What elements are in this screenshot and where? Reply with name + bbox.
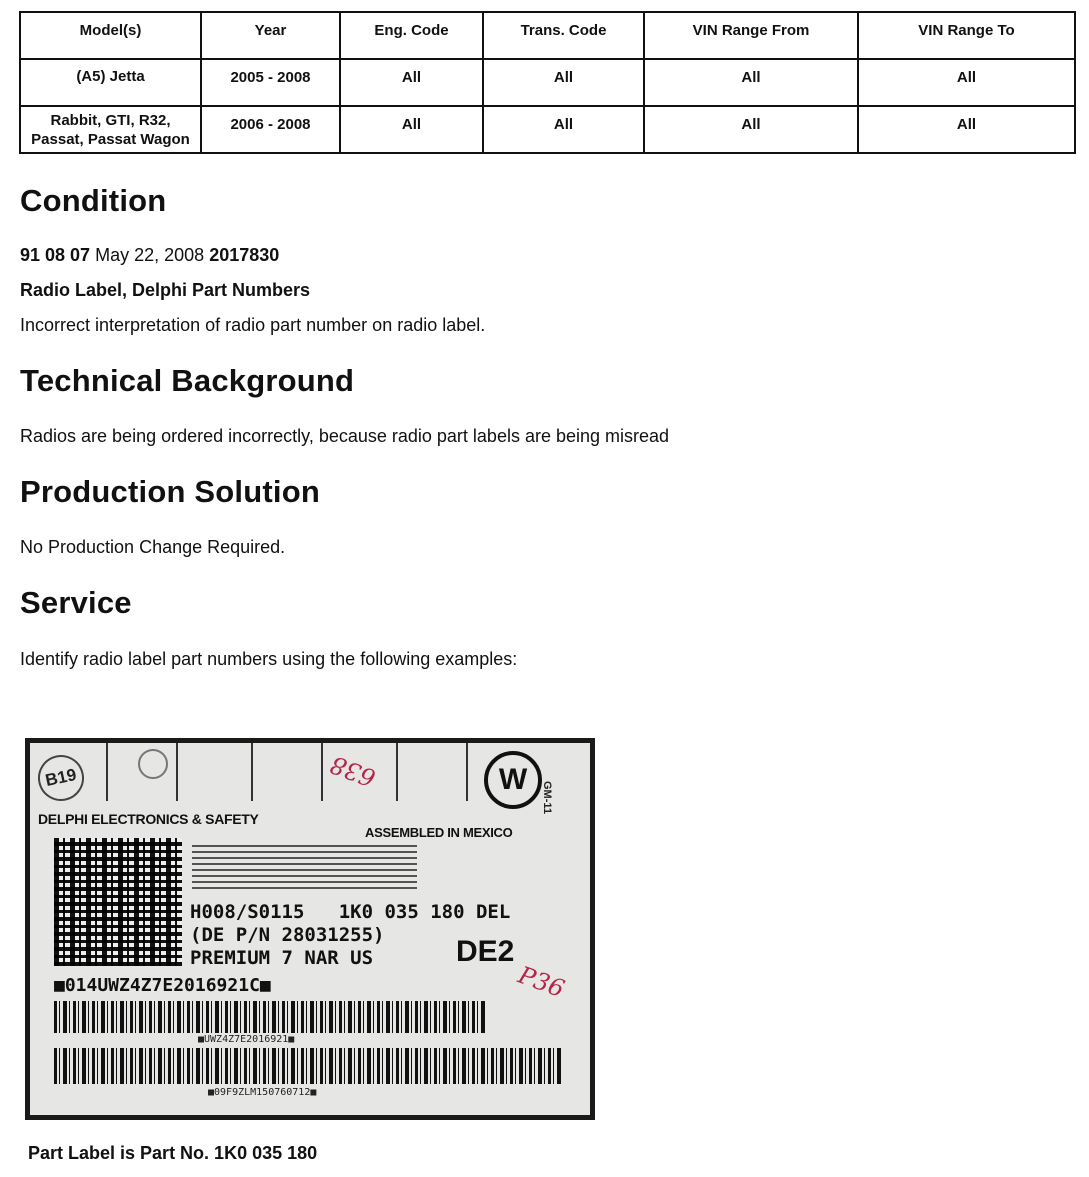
cell-vin-from: All	[644, 59, 858, 106]
cell-eng-code: All	[340, 106, 483, 153]
label-round-mark	[138, 749, 168, 779]
label-manufacturer: DELPHI ELECTRONICS & SAFETY	[38, 811, 259, 827]
cell-vin-from: All	[644, 106, 858, 153]
header-year: Year	[201, 12, 340, 59]
vw-logo: W	[484, 751, 542, 809]
table-header-row	[20, 12, 1075, 59]
label-fine-print	[192, 841, 417, 889]
condition-heading: Condition	[20, 183, 167, 218]
header-vin-from: VIN Range From	[644, 12, 858, 59]
radio-label-photo	[25, 738, 595, 1120]
cell-eng-code: All	[340, 59, 483, 106]
table-row	[20, 59, 1075, 106]
handwriting-mark: 638	[326, 750, 380, 792]
bulletin-subject: Radio Label, Delphi Part Numbers	[20, 280, 311, 300]
label-serial: ■014UWZ4Z7E2016921C■	[54, 975, 271, 996]
header-eng-code: Eng. Code	[340, 12, 483, 59]
cell-vin-to: All	[858, 59, 1075, 106]
technical-background-text: Radios are being ordered incorrectly, because radio part labels are being misread	[20, 426, 670, 446]
production-solution-text: No Production Change Required.	[20, 537, 286, 557]
production-solution-heading: Production Solution	[20, 474, 320, 509]
header-models: Model(s)	[20, 12, 201, 59]
label-part-line: H008/S0115 1K0 035 180 DEL	[190, 901, 511, 923]
cell-trans-code: All	[483, 106, 644, 153]
radio-label	[30, 743, 590, 1115]
cell-vin-to: All	[858, 106, 1075, 153]
datamatrix-code	[54, 838, 182, 966]
service-heading: Service	[20, 585, 132, 620]
condition-description: Incorrect interpretation of radio part number on radio label.	[20, 315, 486, 335]
cell-models: (A5) Jetta	[20, 59, 201, 106]
cell-year: 2006 - 2008	[201, 106, 340, 153]
label-stamp: B19	[34, 751, 89, 806]
bulletin-number: 91 08 07	[20, 245, 91, 265]
barcode-2-text: ■09F9ZLM150760712■	[208, 1087, 317, 1098]
bulletin-date: May 22, 2008	[95, 245, 205, 265]
cell-models: Rabbit, GTI, R32, Passat, Passat Wagon	[20, 106, 201, 153]
barcode-1-text: ■UWZ4Z7E2016921■	[198, 1034, 295, 1045]
header-trans-code: Trans. Code	[483, 12, 644, 59]
label-side-code: GM-11	[541, 781, 553, 815]
handwriting-mark: P36	[514, 960, 569, 1004]
label-de-pn: (DE P/N 28031255)	[190, 924, 385, 946]
bulletin-line	[20, 244, 279, 266]
service-text: Identify radio label part numbers using the following examples:	[20, 649, 518, 669]
barcode-2	[54, 1048, 562, 1084]
bulletin-id: 2017830	[209, 245, 280, 265]
table-row	[20, 106, 1075, 153]
header-vin-to: VIN Range To	[858, 12, 1075, 59]
label-variant-code: DE2	[456, 935, 515, 968]
label-premium: PREMIUM 7 NAR US	[190, 947, 374, 969]
barcode-1	[54, 1001, 486, 1033]
technical-background-heading: Technical Background	[20, 363, 355, 398]
label-caption: Part Label is Part No. 1K0 035 180	[28, 1143, 318, 1163]
cell-year: 2005 - 2008	[201, 59, 340, 106]
label-assembled: ASSEMBLED IN MEXICO	[365, 825, 513, 840]
cell-trans-code: All	[483, 59, 644, 106]
applicability-table	[19, 11, 1076, 154]
